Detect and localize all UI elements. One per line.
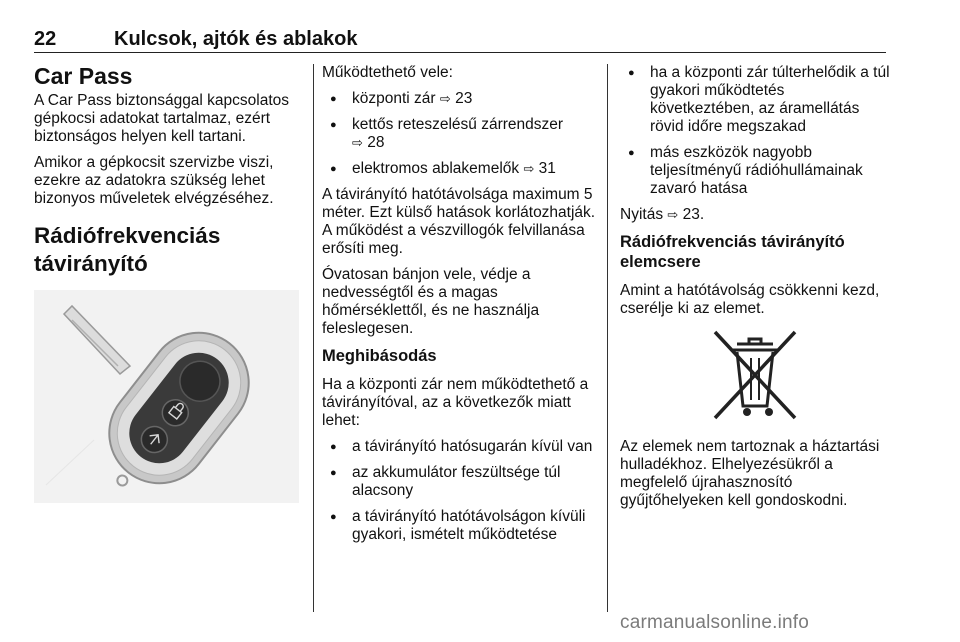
- fault-intro: Ha a központi zár nem működtethető a távirányítóval, az a következők miatt lehet:: [322, 376, 589, 429]
- car-pass-paragraph: A Car Pass biztonsággal kapcsolatos gépkocsi adatokat tartalmaz, ezért biztonságos helyen kell tartani.: [34, 92, 290, 145]
- car-pass-heading: Car Pass: [34, 63, 133, 89]
- watermark: carmanualsonline.info: [620, 612, 810, 633]
- fault-list: [322, 438, 598, 544]
- page-number: 22: [34, 28, 57, 50]
- column-divider: [607, 64, 608, 612]
- disposal-paragraph: Az elemek nem tartoznak a háztartási hulladékhoz. Elhelyezésükről a megfelelő újrahasznosító gyűjtőhelyeken kell gondoskodni.: [620, 438, 880, 509]
- list-item: ● a távirányító hatósugarán kívül van: [322, 438, 598, 456]
- reference-arrow-icon: ⇨: [523, 161, 535, 176]
- list-item: ● más eszközök nagyobb teljesítményű rádióhullámainak zavaró hatása: [620, 144, 890, 198]
- fault-list-continued: [620, 64, 890, 198]
- open-reference: Nyitás ⇨ 23.: [620, 206, 705, 223]
- crossed-bin-icon: [709, 326, 801, 424]
- operates-list: [322, 90, 598, 178]
- list-item: ● elektromos ablakemelők ⇨ 31: [322, 160, 598, 178]
- car-pass-service-paragraph: Amikor a gépkocsit szervizbe viszi, ezekre az adatokra szükség lehet bizonyos műveletek elvégzéséhez.: [34, 154, 274, 207]
- remote-control-heading: Rádiófrekvenciás távirányító: [34, 223, 221, 276]
- list-item: ● a távirányító hatótávolságon kívüli gyakori, ismételt működtetése: [322, 508, 598, 544]
- reference-arrow-icon: ⇨: [439, 91, 451, 106]
- fault-heading: Meghibásodás: [322, 347, 437, 365]
- reference-arrow-icon: ⇨: [352, 135, 363, 150]
- reference-arrow-icon: ⇨: [667, 207, 679, 222]
- list-item: ● kettős reteszelésű zárrendszer ⇨ 28: [322, 116, 598, 152]
- battery-paragraph: Amint a hatótávolság csökkenni kezd, cserélje ki az elemet.: [620, 282, 880, 317]
- column-divider: [313, 64, 314, 612]
- column-3: [620, 64, 890, 518]
- list-item: ● központi zár ⇨ 23: [322, 90, 598, 108]
- section-title: Kulcsok, ajtók és ablakok: [114, 28, 358, 50]
- column-1: [34, 64, 300, 503]
- key-fob-image: [34, 290, 299, 503]
- list-item: ● az akkumulátor feszültsége túl alacsony: [322, 464, 598, 500]
- care-paragraph: Óvatosan bánjon vele, védje a nedvességtől és a magas hőmérséklettől, és ne használja feleslegesen.: [322, 266, 540, 337]
- range-paragraph: A távirányító hatótávolsága maximum 5 méter. Ezt külső hatások korlátozhatják. A működést a vészvillogók felvillanása erősíti meg.: [322, 186, 596, 257]
- battery-heading: Rádiófrekvenciás távirányító elemcsere: [620, 233, 845, 271]
- operates-intro: Működtethető vele:: [322, 64, 453, 81]
- page-header: [34, 26, 886, 53]
- list-item: ● ha a központi zár túlterhelődik a túl gyakori működtetés következtében, az áramellátás rövid időre megszakad: [620, 64, 890, 136]
- column-2: [322, 64, 598, 552]
